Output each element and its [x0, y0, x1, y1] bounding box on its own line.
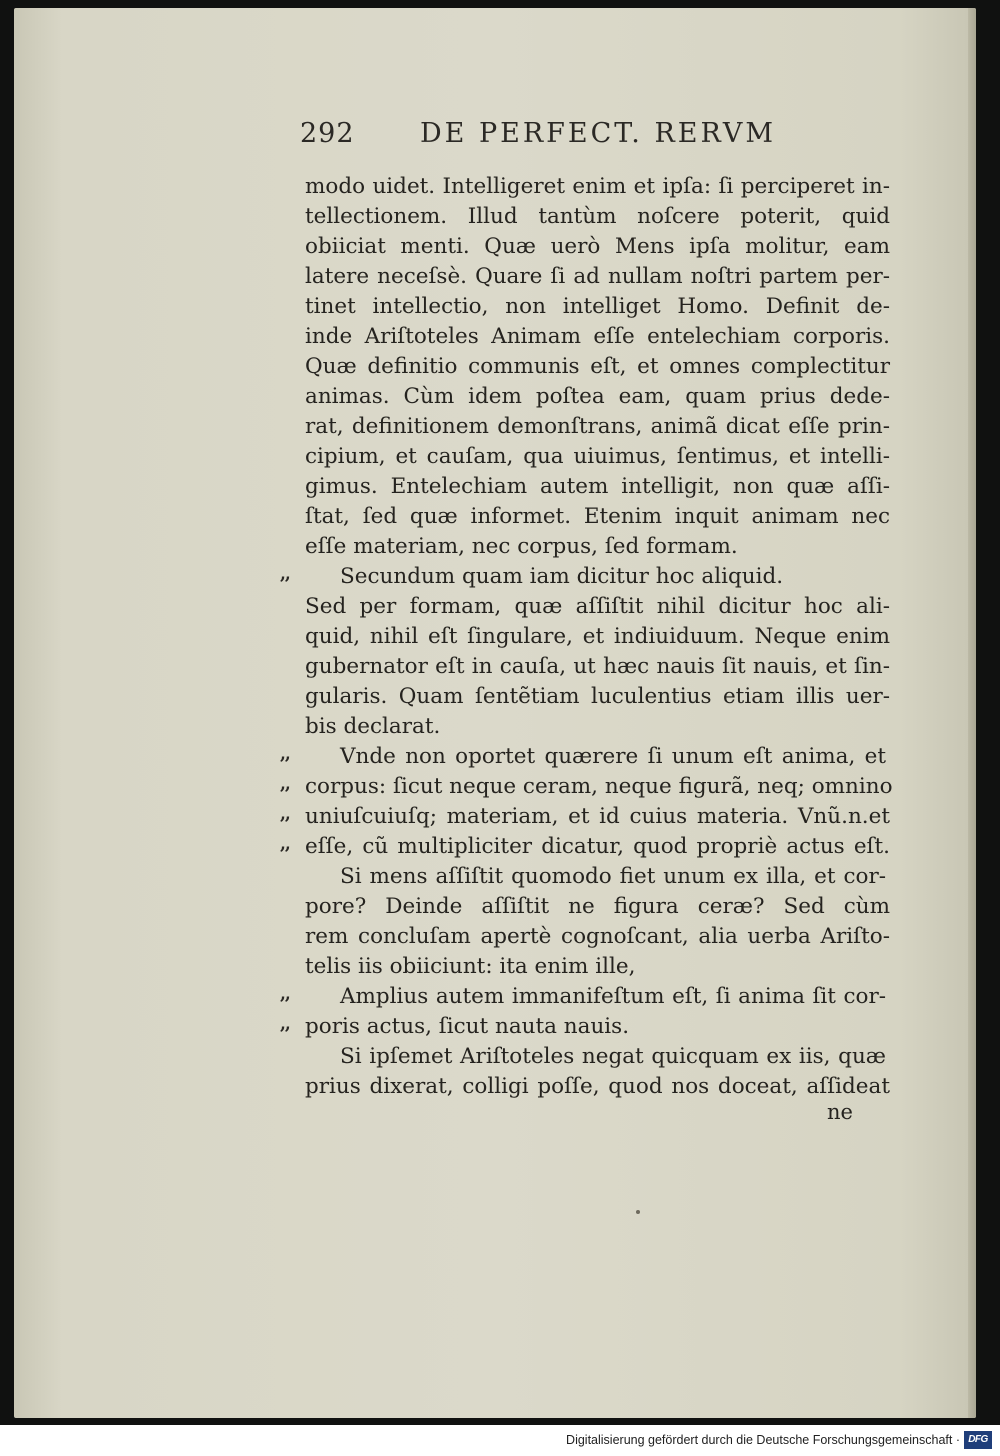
text-line: gimus. Entelechiam autem intelligit, non quæ aſſi- — [305, 474, 890, 499]
quotation-mark: ,, — [280, 1014, 290, 1034]
text-line: latere neceſsè. Quare ſi ad nullam noſtri partem per- — [305, 264, 890, 289]
text-line: gularis. Quam ſentẽtiam luculentius etiam illis uer- — [305, 684, 890, 709]
text-line: tellectionem. Illud tantùm noſcere poterit, quid — [305, 204, 890, 229]
text-line: bis declarat. — [305, 714, 441, 739]
text-line: cipium, et cauſam, qua uiuimus, ſentimus, et intelli- — [305, 444, 890, 469]
quoted-line: Vnde non oportet quærere ſi unum eſt anima, et — [340, 744, 886, 769]
text-line: inde Ariſtoteles Animam eſſe entelechiam corporis. — [305, 324, 890, 349]
quoted-line: eſſe, cũ multipliciter dicatur, quod propriè actus eſt. — [305, 834, 890, 859]
catchword: ne — [827, 1100, 853, 1124]
quoted-line: corpus: ſicut neque ceram, neque figurã, neq; omnino — [305, 774, 893, 799]
text-line: modo uidet. Intelligeret enim et ipſa: ſi perciperet in- — [305, 174, 890, 199]
text-line: rem concluſam apertè cognoſcant, alia uerba Ariſto- — [305, 924, 890, 949]
page-edge — [968, 8, 976, 1418]
quoted-line: uniuſcuiuſq; materiam, et id cuius materia. Vnũ.n.et — [305, 804, 890, 829]
quotation-mark: ,, — [280, 984, 290, 1004]
page-number: 292 — [300, 118, 355, 149]
paper-speck — [636, 1210, 640, 1214]
text-line: animas. Cùm idem poſtea eam, quam prius dede- — [305, 384, 890, 409]
text-line: Quæ definitio communis eſt, et omnes complectitur — [305, 354, 890, 379]
text-line: ſtat, ſed quæ informet. Etenim inquit animam nec — [305, 504, 890, 529]
quotation-mark: ,, — [280, 774, 290, 794]
footer-bar — [0, 1425, 1000, 1456]
quotation-mark: ,, — [280, 564, 290, 584]
text-line: Si ipſemet Ariſtoteles negat quicquam ex iis, quæ — [340, 1044, 886, 1069]
text-line: quid, nihil eſt ſingulare, et indiuiduum. Neque enim — [305, 624, 890, 649]
text-line: rat, definitionem demonſtrans, animã dicat eſſe prin- — [305, 414, 890, 439]
quoted-line: Amplius autem immanifeſtum eſt, ſi anima ſit cor- — [340, 984, 886, 1009]
text-line: gubernator eſt in cauſa, ut hæc nauis ſit nauis, et ſin- — [305, 654, 890, 679]
running-title: DE PERFECT. RERVM — [420, 118, 777, 149]
text-line: obiiciat menti. Quæ uerò Mens ipſa molitur, eam — [305, 234, 890, 259]
quoted-line: poris actus, ſicut nauta nauis. — [305, 1014, 630, 1039]
quotation-mark: ,, — [280, 834, 290, 854]
text-line: pore? Deinde aſſiſtit ne figura ceræ? Sed cùm — [305, 894, 890, 919]
text-line: Sed per formam, quæ aſſiſtit nihil dicitur hoc ali- — [305, 594, 890, 619]
text-line: tinet intellectio, non intelliget Homo. Definit de- — [305, 294, 890, 319]
text-line: telis iis obiiciunt: ita enim ille, — [305, 954, 636, 979]
text-line: eſſe materiam, nec corpus, ſed formam. — [305, 534, 738, 559]
page-header — [300, 118, 900, 158]
quotation-mark: ,, — [280, 744, 290, 764]
dfg-logo-icon: DFG — [964, 1431, 992, 1449]
text-line: prius dixerat, colligi poſſe, quod nos doceat, aſſideat — [305, 1074, 890, 1099]
quoted-line: Secundum quam iam dicitur hoc aliquid. — [340, 564, 784, 589]
funding-credit: Digitalisierung gefördert durch die Deutsche Forschungsgemeinschaft · — [566, 1433, 960, 1447]
text-line: Si mens aſſiſtit quomodo fiet unum ex illa, et cor- — [340, 864, 886, 889]
quotation-mark: ,, — [280, 804, 290, 824]
